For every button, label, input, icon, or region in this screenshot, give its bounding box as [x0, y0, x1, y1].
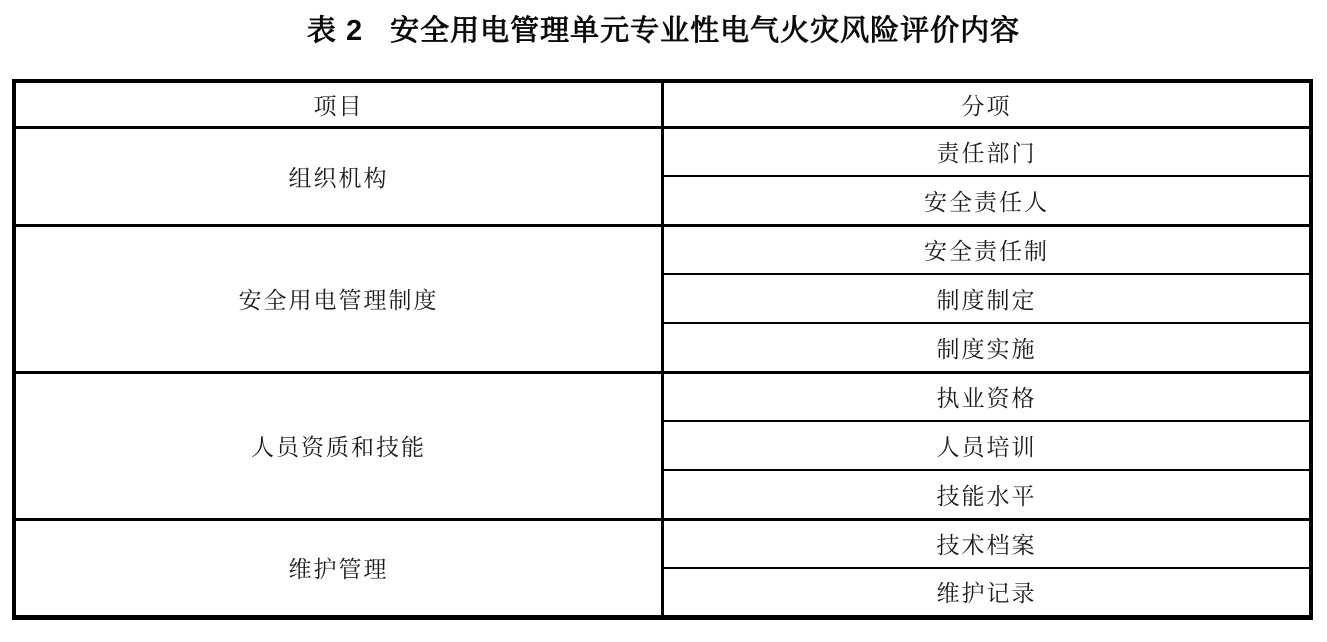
table-row: [14, 225, 1311, 274]
table-caption: [0, 9, 1327, 47]
subitem-cell: 责任部门: [663, 127, 1312, 176]
item-cell-personnel: 人员资质和技能: [14, 372, 663, 519]
subitem-cell: 制度制定: [663, 274, 1312, 323]
subitem-cell: 制度实施: [663, 323, 1312, 372]
table-row: [14, 372, 1311, 421]
table-row: [14, 127, 1311, 176]
document-page: [0, 9, 1327, 642]
item-cell-maintenance: 维护管理: [14, 519, 663, 617]
subitem-cell: 技能水平: [663, 470, 1312, 519]
column-header-subitem: 分项: [663, 81, 1312, 127]
column-header-item: 项目: [14, 81, 663, 127]
subitem-cell: 执业资格: [663, 372, 1312, 421]
subitem-cell: 技术档案: [663, 519, 1312, 568]
subitem-cell: 安全责任制: [663, 225, 1312, 274]
table-row: [14, 519, 1311, 568]
item-cell-organization: 组织机构: [288, 165, 389, 191]
table-header-row: [14, 81, 1311, 127]
subitem-cell: 人员培训: [663, 421, 1312, 470]
table-number: 表 2: [306, 14, 364, 47]
table-title-text: 安全用电管理单元专业性电气火灾风险评价内容: [390, 14, 1021, 47]
subitem-cell: 安全责任人: [663, 176, 1312, 225]
evaluation-table: [12, 79, 1313, 620]
item-cell-management-system: 安全用电管理制度: [14, 225, 663, 372]
subitem-cell: 维护记录: [663, 568, 1312, 617]
